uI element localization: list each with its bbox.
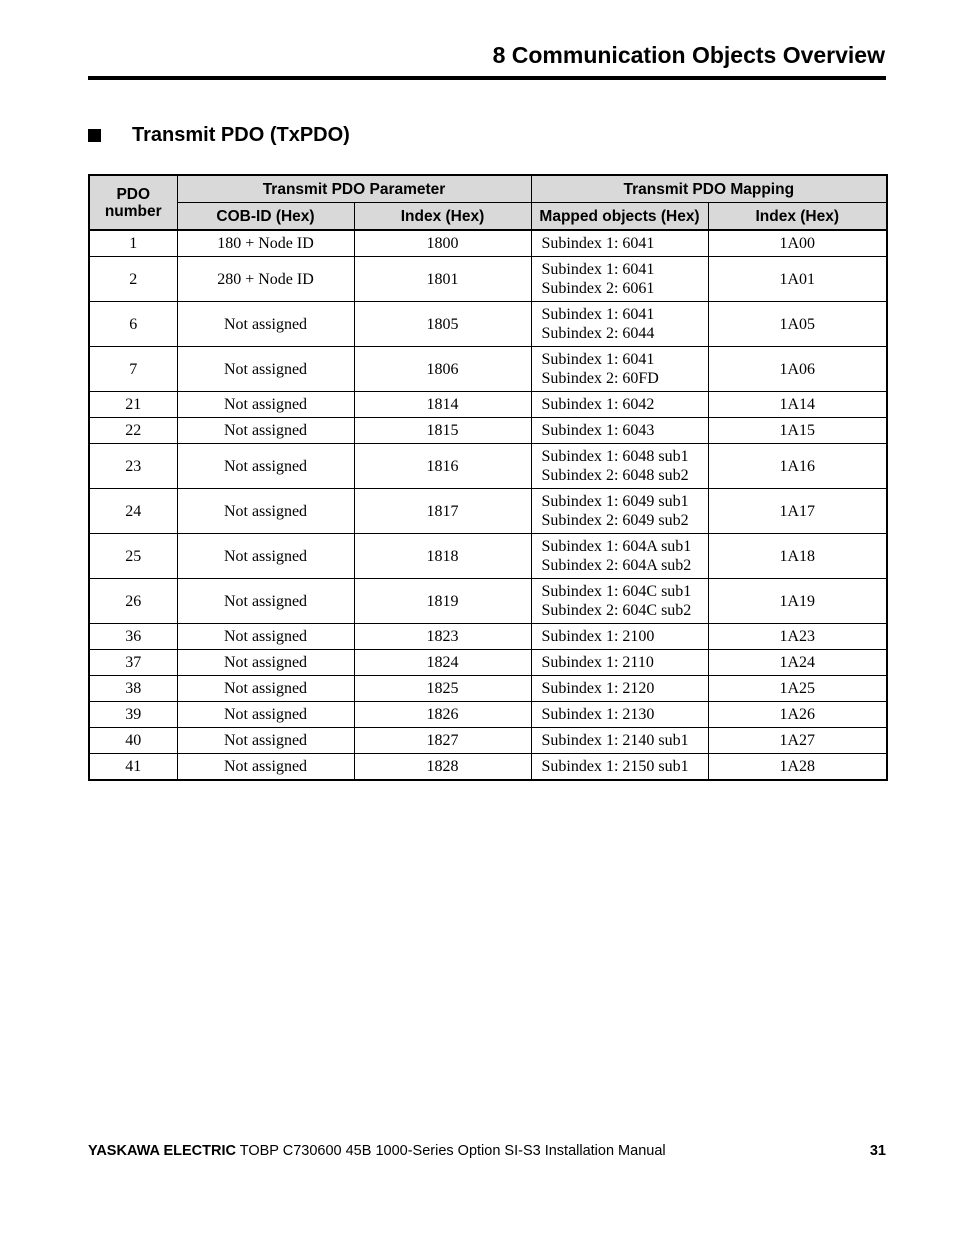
- mapped-object-line: Subindex 1: 6041: [541, 235, 655, 252]
- cell-mapped-objects: [531, 702, 708, 728]
- cell-mapping-index: 1A18: [708, 534, 887, 579]
- cell-pdo-number: 6: [89, 302, 177, 347]
- cell-mapped-objects: [531, 728, 708, 754]
- cell-parameter-index: 1814: [354, 392, 531, 418]
- header-mapping-index: Index (Hex): [708, 203, 887, 231]
- cell-pdo-number: 2: [89, 257, 177, 302]
- section-heading-text: Transmit PDO (TxPDO): [132, 124, 350, 146]
- table-row: [89, 624, 887, 650]
- mapped-object-line: Subindex 2: 604C sub2: [541, 602, 692, 619]
- table-row: [89, 702, 887, 728]
- cell-pdo-number: 23: [89, 444, 177, 489]
- cell-mapping-index: 1A24: [708, 650, 887, 676]
- mapped-object-line: Subindex 2: 604A sub2: [541, 557, 692, 574]
- cell-mapping-index: 1A27: [708, 728, 887, 754]
- cell-parameter-index: 1805: [354, 302, 531, 347]
- table-row: [89, 392, 887, 418]
- header-group-parameter: Transmit PDO Parameter: [177, 175, 531, 203]
- header-rule: [88, 76, 886, 80]
- mapped-object-line: Subindex 1: 6042: [541, 396, 655, 413]
- mapped-object-line: Subindex 1: 6043: [541, 422, 655, 439]
- cell-cob-id: Not assigned: [177, 754, 354, 781]
- table-row: [89, 728, 887, 754]
- cell-parameter-index: 1823: [354, 624, 531, 650]
- page-footer: [88, 1143, 886, 1159]
- cell-pdo-number: 21: [89, 392, 177, 418]
- cell-pdo-number: 25: [89, 534, 177, 579]
- table-row: [89, 650, 887, 676]
- mapped-object-line: Subindex 1: 2110: [541, 654, 654, 671]
- cell-mapped-objects: [531, 676, 708, 702]
- cell-mapped-objects: [531, 650, 708, 676]
- cell-cob-id: Not assigned: [177, 702, 354, 728]
- txpdo-table: [88, 174, 888, 781]
- cell-pdo-number: 1: [89, 230, 177, 257]
- cell-mapping-index: 1A06: [708, 347, 887, 392]
- cell-mapping-index: 1A25: [708, 676, 887, 702]
- header-pdo-number: PDO number: [89, 175, 177, 230]
- cell-mapped-objects: [531, 347, 708, 392]
- cell-parameter-index: 1815: [354, 418, 531, 444]
- cell-pdo-number: 26: [89, 579, 177, 624]
- cell-mapped-objects: [531, 257, 708, 302]
- cell-cob-id: Not assigned: [177, 534, 354, 579]
- cell-cob-id: Not assigned: [177, 489, 354, 534]
- footer-brand: YASKAWA ELECTRIC: [88, 1143, 236, 1159]
- footer-manual-title: TOBP C730600 45B 1000-Series Option SI-S3 Installation Manual: [235, 1143, 666, 1159]
- cell-cob-id: Not assigned: [177, 579, 354, 624]
- cell-cob-id: Not assigned: [177, 444, 354, 489]
- mapped-object-line: Subindex 1: 2120: [541, 680, 655, 697]
- cell-mapped-objects: [531, 230, 708, 257]
- mapped-object-line: Subindex 2: 6048 sub2: [541, 467, 689, 484]
- cell-pdo-number: 41: [89, 754, 177, 781]
- header-group-mapping: Transmit PDO Mapping: [531, 175, 887, 203]
- table-row: [89, 579, 887, 624]
- cell-mapping-index: 1A28: [708, 754, 887, 781]
- cell-parameter-index: 1800: [354, 230, 531, 257]
- cell-cob-id: 180 + Node ID: [177, 230, 354, 257]
- cell-parameter-index: 1801: [354, 257, 531, 302]
- mapped-object-line: Subindex 1: 6049 sub1: [541, 493, 689, 510]
- table-row: [89, 754, 887, 781]
- table-row: [89, 676, 887, 702]
- header-mapped-objects: Mapped objects (Hex): [531, 203, 708, 231]
- mapped-object-line: Subindex 1: 604C sub1: [541, 583, 692, 600]
- cell-mapped-objects: [531, 392, 708, 418]
- cell-mapping-index: 1A14: [708, 392, 887, 418]
- mapped-object-line: Subindex 1: 6041: [541, 351, 655, 368]
- cell-mapped-objects: [531, 579, 708, 624]
- table-row: [89, 257, 887, 302]
- cell-mapped-objects: [531, 302, 708, 347]
- cell-mapped-objects: [531, 489, 708, 534]
- cell-mapping-index: 1A26: [708, 702, 887, 728]
- table-row: [89, 489, 887, 534]
- cell-parameter-index: 1806: [354, 347, 531, 392]
- cell-cob-id: Not assigned: [177, 392, 354, 418]
- mapped-object-line: Subindex 1: 2100: [541, 628, 655, 645]
- cell-mapping-index: 1A23: [708, 624, 887, 650]
- cell-mapping-index: 1A16: [708, 444, 887, 489]
- table-row: [89, 534, 887, 579]
- table-row: [89, 347, 887, 392]
- cell-cob-id: Not assigned: [177, 728, 354, 754]
- mapped-object-line: Subindex 2: 6044: [541, 325, 655, 342]
- cell-parameter-index: 1819: [354, 579, 531, 624]
- mapped-object-line: Subindex 1: 6048 sub1: [541, 448, 689, 465]
- table-row: [89, 444, 887, 489]
- mapped-object-line: Subindex 1: 2140 sub1: [541, 732, 689, 749]
- cell-mapped-objects: [531, 418, 708, 444]
- cell-parameter-index: 1824: [354, 650, 531, 676]
- cell-mapped-objects: [531, 444, 708, 489]
- cell-pdo-number: 7: [89, 347, 177, 392]
- cell-pdo-number: 36: [89, 624, 177, 650]
- cell-parameter-index: 1827: [354, 728, 531, 754]
- cell-cob-id: Not assigned: [177, 650, 354, 676]
- cell-pdo-number: 38: [89, 676, 177, 702]
- mapped-object-line: Subindex 2: 6049 sub2: [541, 512, 689, 529]
- cell-parameter-index: 1828: [354, 754, 531, 781]
- cell-mapping-index: 1A01: [708, 257, 887, 302]
- page-number: 31: [869, 1143, 886, 1159]
- cell-mapped-objects: [531, 624, 708, 650]
- cell-parameter-index: 1816: [354, 444, 531, 489]
- mapped-object-line: Subindex 1: 604A sub1: [541, 538, 692, 555]
- square-bullet-icon: [88, 129, 101, 142]
- cell-pdo-number: 40: [89, 728, 177, 754]
- cell-pdo-number: 24: [89, 489, 177, 534]
- footer-text: [88, 1143, 666, 1159]
- cell-cob-id: Not assigned: [177, 676, 354, 702]
- cell-mapping-index: 1A15: [708, 418, 887, 444]
- table-row: [89, 230, 887, 257]
- cell-cob-id: 280 + Node ID: [177, 257, 354, 302]
- cell-parameter-index: 1818: [354, 534, 531, 579]
- header-cob-id: COB-ID (Hex): [177, 203, 354, 231]
- mapped-object-line: Subindex 2: 60FD: [541, 370, 659, 387]
- table-body: [89, 230, 887, 780]
- cell-mapping-index: 1A17: [708, 489, 887, 534]
- cell-cob-id: Not assigned: [177, 418, 354, 444]
- table-row: [89, 302, 887, 347]
- cell-mapping-index: 1A05: [708, 302, 887, 347]
- cell-pdo-number: 22: [89, 418, 177, 444]
- table-row: [89, 418, 887, 444]
- cell-cob-id: Not assigned: [177, 302, 354, 347]
- cell-mapped-objects: [531, 754, 708, 781]
- mapped-object-line: Subindex 1: 2150 sub1: [541, 758, 689, 775]
- cell-mapped-objects: [531, 534, 708, 579]
- cell-mapping-index: 1A00: [708, 230, 887, 257]
- cell-parameter-index: 1826: [354, 702, 531, 728]
- cell-mapping-index: 1A19: [708, 579, 887, 624]
- mapped-object-line: Subindex 2: 6061: [541, 280, 655, 297]
- cell-pdo-number: 39: [89, 702, 177, 728]
- cell-parameter-index: 1817: [354, 489, 531, 534]
- mapped-object-line: Subindex 1: 2130: [541, 706, 655, 723]
- cell-parameter-index: 1825: [354, 676, 531, 702]
- mapped-object-line: Subindex 1: 6041: [541, 261, 655, 278]
- header-parameter-index: Index (Hex): [354, 203, 531, 231]
- cell-cob-id: Not assigned: [177, 624, 354, 650]
- section-heading: [88, 124, 350, 147]
- chapter-title: 8 Communication Objects Overview: [492, 42, 885, 68]
- mapped-object-line: Subindex 1: 6041: [541, 306, 655, 323]
- cell-pdo-number: 37: [89, 650, 177, 676]
- cell-cob-id: Not assigned: [177, 347, 354, 392]
